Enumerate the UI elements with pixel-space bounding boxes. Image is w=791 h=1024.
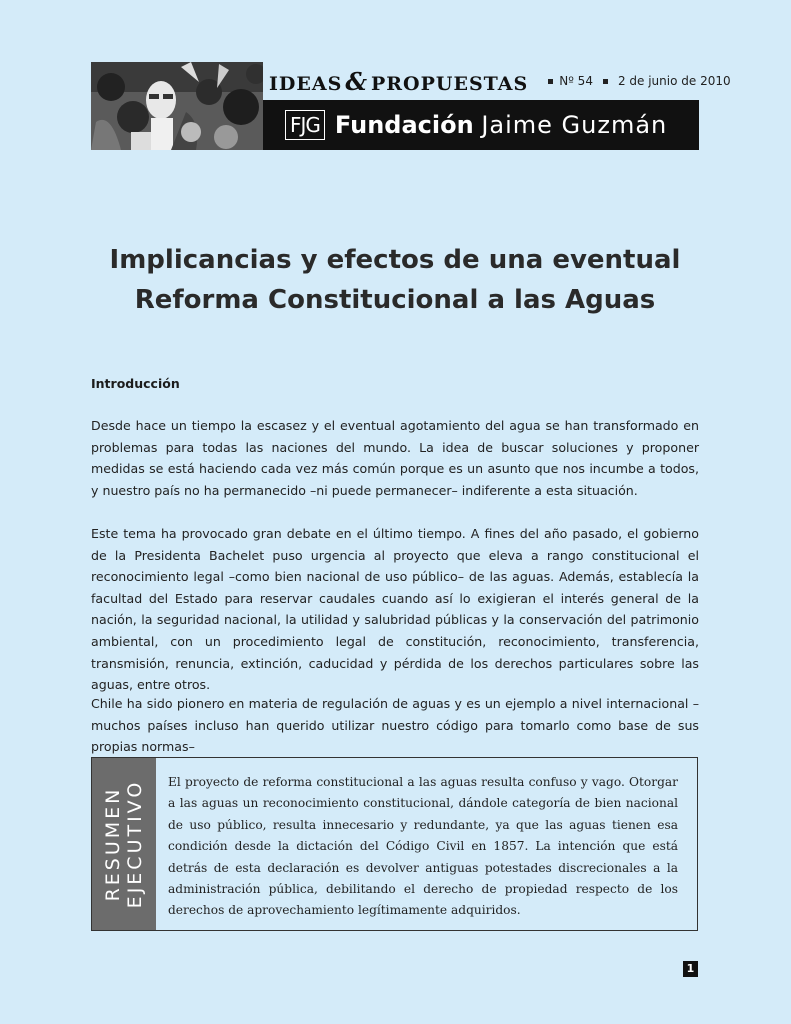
series-line [263, 62, 731, 100]
paragraph-3: Chile ha sido pionero en materia de regulación de aguas y es un ejemplo a nivel internacional –muchos países incluso han querido utilizar nuestro código para tomarlo como base de sus propias normas– [91, 696, 699, 755]
summary-side-line-1: RESUMEN [102, 786, 124, 902]
foundation-name-bold: Fundación [334, 111, 474, 139]
series-ampersand: & [345, 66, 368, 96]
issue-date: 2 de junio de 2010 [617, 74, 731, 88]
title-line-2: Reforma Constitucional a las Aguas [134, 285, 656, 315]
issue-number: Nº 54 [559, 74, 593, 88]
series-word-propuestas: PROPUESTAS [370, 72, 529, 95]
issue-meta [542, 74, 730, 88]
paragraph-2: Este tema ha provocado gran debate en el último tiempo. A fines del año pasado, el gobierno de la Presidenta Bachelet puso urgencia al proyecto que eleva a rango constitucional el reconocimiento legal –como bien nacional de uso público– de las aguas. Además, establecía la facultad del Estado para reservar caudales cuando así lo exigieran el interés general de la nación, la seguridad nacional, la utilidad y salubridad públicas y la conservación del patrimonio ambiental, con un procedimiento legal de constitución, reconocimiento, transferencia, transmisión, renuncia, extinción, caducidad y pérdida de los derechos particulares sobre las aguas, entre otros. [91, 526, 699, 693]
series-word-ideas: IDEAS [269, 72, 343, 95]
summary-text: El proyecto de reforma constitucional a las aguas resulta confuso y vago. Otorgar a las aguas un reconocimiento constitucional, dándole categoría de bien nacional de uso público, resulta innecesario y redundante, ya que las aguas tienen esa condición desde la dictación del Código Civil en 1857. La intención que está detrás de esta declaración es devolver antiguas potestades discrecionales a la administración pública, debilitando el derecho de propiedad respecto de los derechos de aprovechamiento legítimamente adquiridos. [168, 775, 678, 918]
paragraph-1: Desde hace un tiempo la escasez y el eventual agotamiento del agua se han transformado en problemas para todas las naciones del mundo. La idea de buscar soluciones y proponer medidas se está haciendo cada vez más común porque es un asunto que nos incumbe a todos, y nuestro país no ha permanecido –ni puede permanecer– indiferente a esta situación. [91, 418, 699, 498]
summary-side-label [92, 758, 156, 930]
document-title [90, 240, 700, 320]
series-title [269, 67, 528, 96]
summary-side-line-2: EJECUTIVO [124, 779, 146, 909]
title-line-1: Implicancias y efectos de una eventual [109, 245, 681, 275]
foundation-name-light: Jaime Guzmán [481, 111, 668, 139]
header-photo [91, 62, 263, 150]
executive-summary-box [91, 757, 698, 931]
bullet-square-icon [548, 79, 553, 84]
foundation-bar [263, 100, 699, 150]
fjg-logo: FJG [285, 110, 325, 140]
masthead [91, 62, 731, 150]
bullet-square-icon [603, 79, 608, 84]
foundation-name [335, 111, 667, 139]
section-heading: Introducción [91, 376, 180, 391]
summary-side-text [102, 780, 146, 909]
page-number: 1 [683, 961, 698, 977]
